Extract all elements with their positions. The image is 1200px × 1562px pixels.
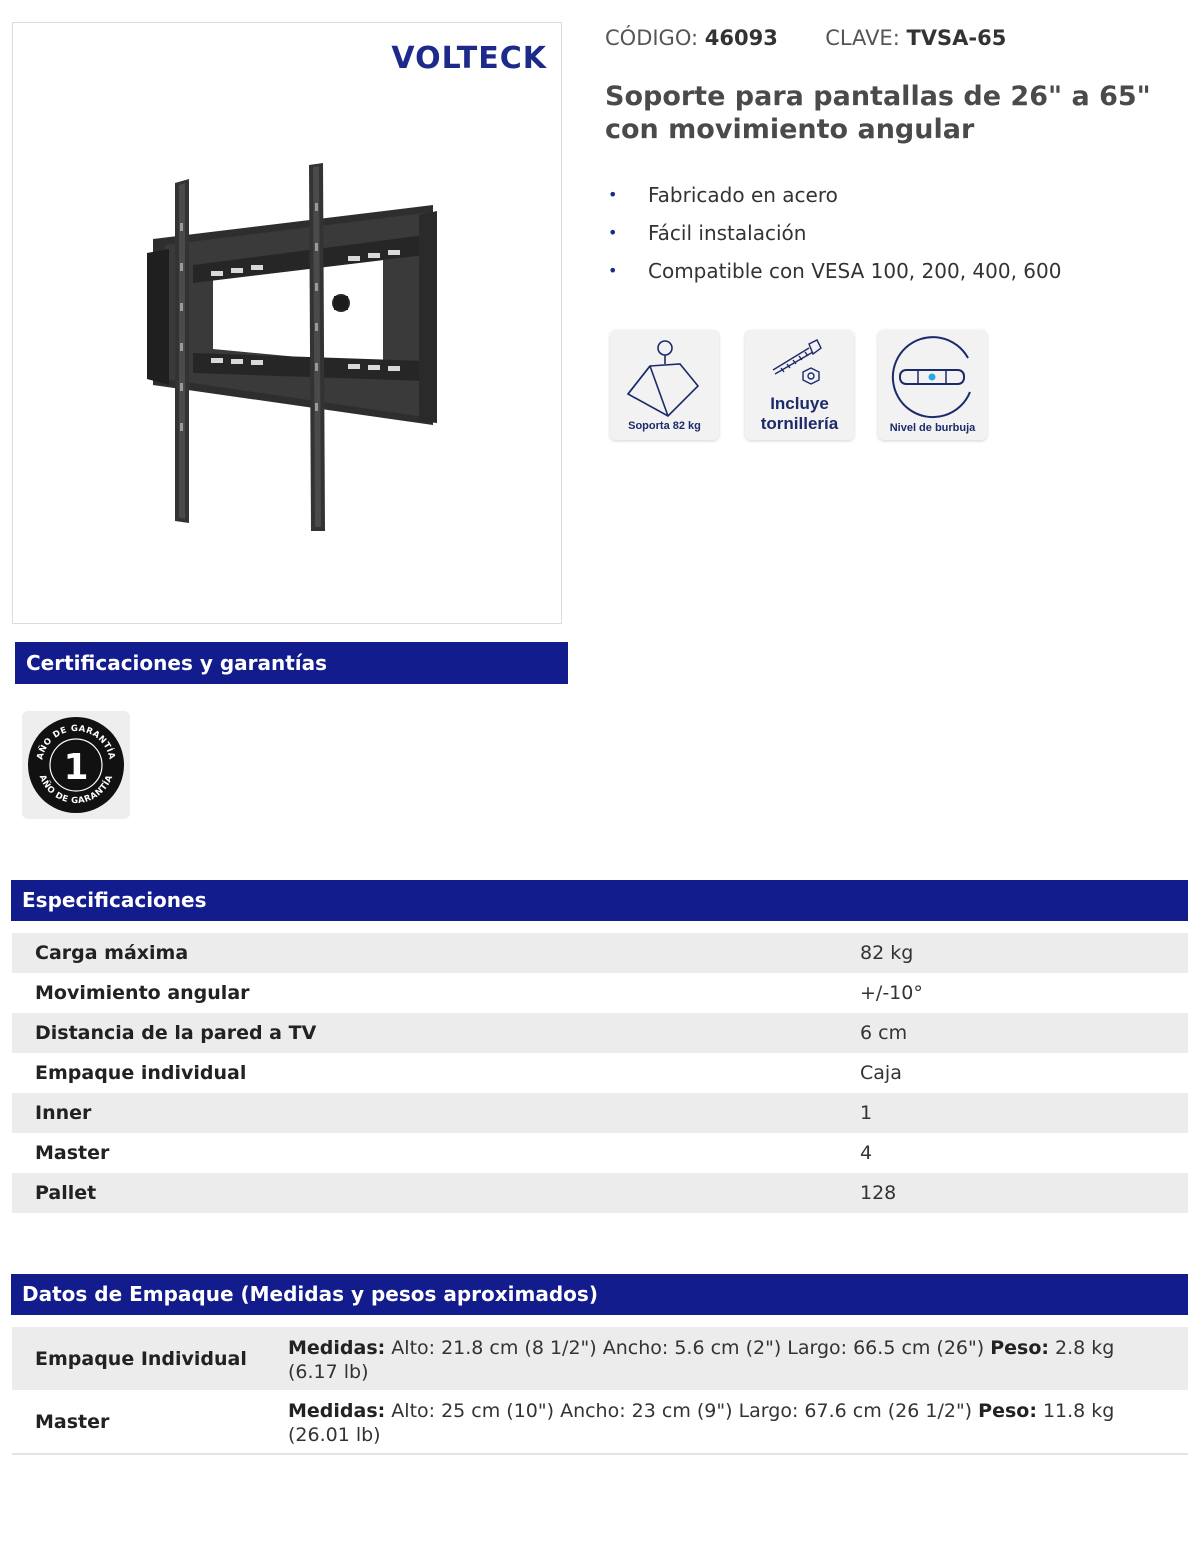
badge-weight bbox=[610, 330, 719, 440]
badge-weight-label: Soporta 82 kg bbox=[628, 420, 701, 432]
badge-level-label: Nivel de burbuja bbox=[889, 422, 976, 434]
packaging-table bbox=[12, 1327, 1188, 1455]
specifications-header: Especificaciones bbox=[11, 880, 1188, 921]
badge-screws bbox=[745, 330, 854, 440]
warranty-seal-icon bbox=[22, 711, 130, 819]
code-value: 46093 bbox=[704, 26, 778, 50]
feature-item: • Fácil instalación bbox=[605, 214, 1061, 252]
table-row: Carga máxima 82 kg bbox=[12, 933, 1188, 973]
bubble-level-icon bbox=[878, 330, 987, 420]
table-row: Distancia de la pared a TV 6 cm bbox=[12, 1013, 1188, 1053]
table-row: Movimiento angular +/-10° bbox=[35, 982, 923, 1004]
packaging-header: Datos de Empaque (Medidas y pesos aproximados) bbox=[11, 1274, 1188, 1315]
table-row: Empaque individual Caja bbox=[35, 1062, 902, 1084]
table-row: Inner 1 bbox=[12, 1093, 1188, 1133]
brand-logo: VOLTECK bbox=[391, 41, 547, 76]
screws-icon bbox=[745, 330, 854, 394]
badge-screws-label: Incluye tornillería bbox=[760, 394, 839, 433]
warranty-arc-text-top: AÑO DE GARANTÍA bbox=[35, 723, 117, 761]
warranty-arc-text-bottom: AÑO DE GARANTÍA bbox=[36, 773, 116, 807]
packaging-details: Medidas: Alto: 21.8 cm (8 1/2") Ancho: 5.6 cm (2") Largo: 66.5 cm (26") Peso: 2.8 kg (6.17 lb) bbox=[288, 1337, 1115, 1383]
packaging-details: Medidas: Alto: 25 cm (10") Ancho: 23 cm (9") Largo: 67.6 cm (26 1/2") Peso: 11.8 kg (26.01 lb) bbox=[288, 1400, 1115, 1446]
key-label: CLAVE: bbox=[825, 26, 900, 50]
feature-item: • Compatible con VESA 100, 200, 400, 600 bbox=[605, 252, 1061, 290]
product-codes bbox=[605, 26, 1006, 50]
key-value: TVSA-65 bbox=[906, 26, 1007, 50]
specifications-table bbox=[12, 933, 1188, 1213]
product-image-panel bbox=[12, 22, 562, 624]
table-row: Master Medidas: Alto: 25 cm (10") Ancho: 23 cm (9") Largo: 67.6 cm (26 1/2") Peso: 11.8 kg (26.01 lb) bbox=[12, 1390, 1188, 1453]
table-row: Master 4 bbox=[35, 1142, 873, 1164]
warranty-badge bbox=[22, 711, 130, 819]
bullet-icon: • bbox=[608, 261, 618, 280]
feature-item: • Fabricado en acero bbox=[605, 176, 1061, 214]
code-label: CÓDIGO: bbox=[605, 26, 699, 50]
table-row: Pallet 128 bbox=[12, 1173, 1188, 1213]
tv-mount-image bbox=[133, 153, 453, 543]
weight-icon bbox=[610, 330, 719, 420]
certifications-header: Certificaciones y garantías bbox=[15, 642, 568, 684]
bullet-icon: • bbox=[608, 185, 618, 204]
feature-list bbox=[605, 176, 1061, 290]
table-row: Empaque Individual Medidas: Alto: 21.8 cm (8 1/2") Ancho: 5.6 cm (2") Largo: 66.5 cm (26") Peso: 2.8 kg (6.17 lb) bbox=[12, 1327, 1188, 1390]
badge-level bbox=[878, 330, 987, 440]
bullet-icon: • bbox=[608, 223, 618, 242]
product-title: Soporte para pantallas de 26" a 65" con movimiento angular bbox=[605, 81, 1151, 145]
warranty-number: 1 bbox=[63, 747, 89, 788]
